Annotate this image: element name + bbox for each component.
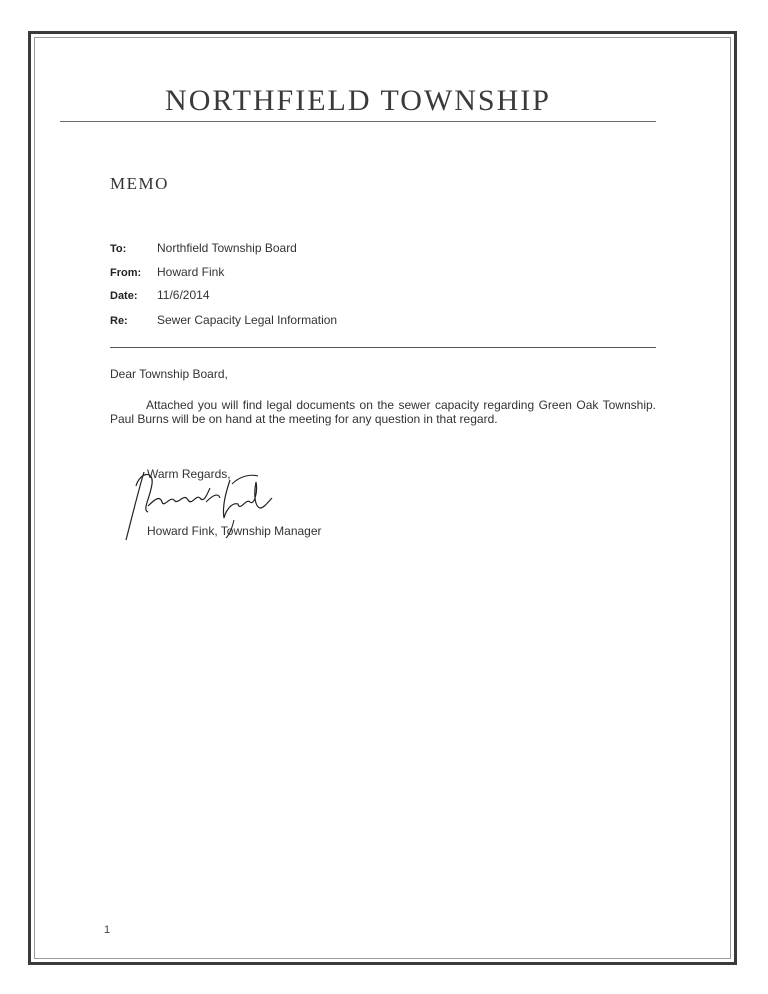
re-value: Sewer Capacity Legal Information	[157, 313, 338, 327]
page-number: 1	[104, 924, 111, 936]
to-label: To:	[110, 243, 127, 255]
to-value: Northfield Township Board	[157, 241, 297, 255]
memo-field-re	[110, 313, 337, 327]
from-value: Howard Fink	[157, 265, 225, 279]
memo-field-date	[110, 288, 210, 302]
fields-divider	[110, 347, 656, 348]
memo-field-from	[110, 265, 224, 279]
header-divider	[60, 121, 656, 122]
organization-title: NORTHFIELD TOWNSHIP	[165, 84, 551, 117]
re-label: Re:	[110, 315, 128, 327]
signer-name-title: Howard Fink, Township Manager	[147, 524, 322, 538]
memo-field-to	[110, 241, 297, 255]
from-label: From:	[110, 267, 142, 279]
date-label: Date:	[110, 290, 138, 302]
salutation: Dear Township Board,	[110, 367, 228, 381]
letter-body	[110, 398, 656, 426]
memo-heading: MEMO	[110, 174, 169, 193]
letter-body-text: Attached you will find legal documents on the sewer capacity regarding Green Oak Township. Paul Burns will be on hand at the meeting for any question in that regard.	[110, 398, 656, 426]
date-value: 11/6/2014	[157, 288, 210, 302]
closing: Warm Regards,	[147, 467, 231, 481]
